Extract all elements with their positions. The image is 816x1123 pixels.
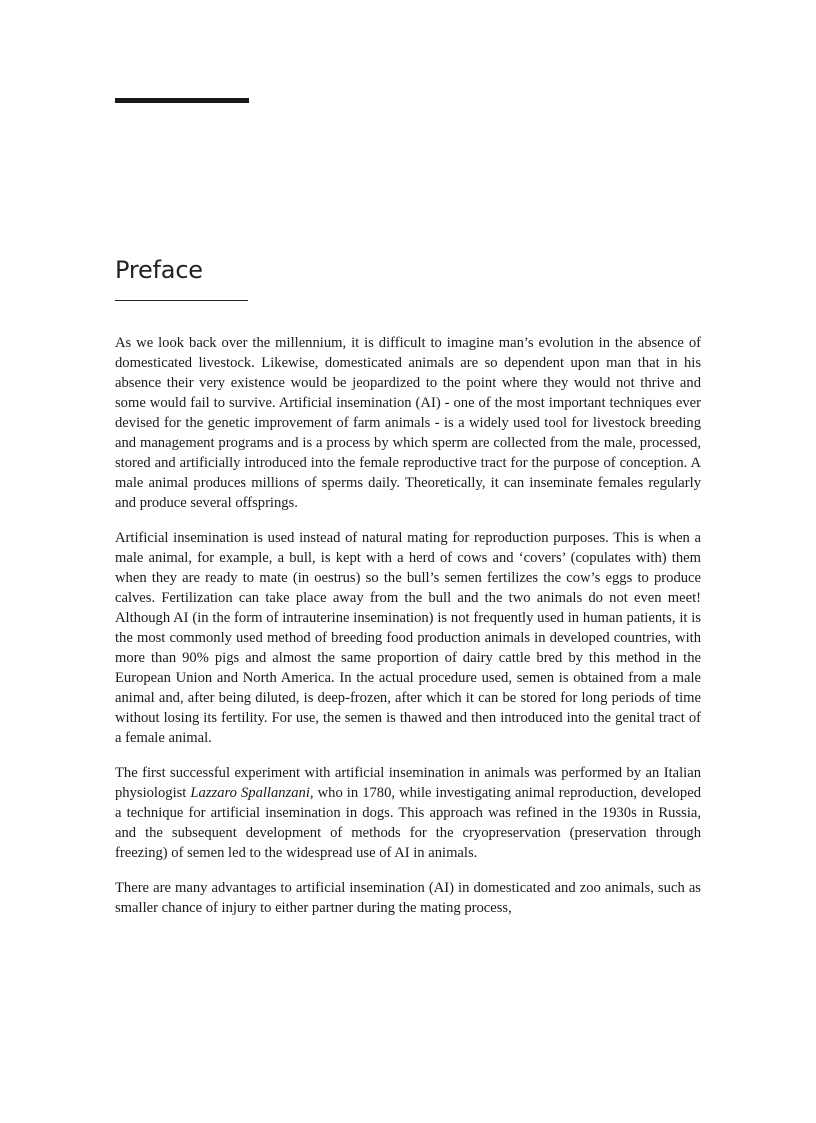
- paragraph-3: [115, 763, 701, 863]
- preface-body: [115, 333, 701, 933]
- paragraph-3-start: The first successful experiment with artificial insemination in animals was performed by an Italian physiologist: [115, 765, 701, 801]
- chapter-top-rule: [115, 98, 249, 103]
- title-underline: [115, 300, 248, 301]
- paragraph-2: Artificial insemination is used instead of natural mating for reproduction purposes. This is when a male animal, for example, a bull, is kept with a herd of cows and ‘covers’ (copulates with) them when they are ready to mate (in oestrus) so the bull’s semen fertilizes the cow’s eggs to produce calves. Fertilization can take place away from the bull and the two animals do not even meet! Although AI (in the form of intrauterine insemination) is not frequently used in human patients, it is the most commonly used method of breeding food production animals in developed countries, with more than 90% pigs and almost the same proportion of dairy cattle bred by this method in the European Union and North America. In the actual procedure used, semen is obtained from a male animal and, after being diluted, is deep-frozen, after which it can be stored for long periods of time without losing its fertility. For use, the semen is thawed and then introduced into the genital tract of a female animal.: [115, 530, 701, 746]
- paragraph-1: As we look back over the millennium, it is difficult to imagine man’s evolution in the absence of domesticated livestock. Likewise, domesticated animals are so dependent upon man that in his absence their very existence would be jeopardized to the point where they would not thrive and some would fail to survive. Artificial insemination (AI) - one of the most important techniques ever devised for the genetic improvement of farm animals - is a widely used tool for livestock breeding and management programs and is a process by which sperm are collected from the male, processed, stored and artificially introduced into the female reproductive tract for the purpose of conception. A male animal produces millions of sperms daily. Theoretically, it can inseminate females regularly and produce several offsprings.: [115, 335, 701, 511]
- paragraph-3-end: , who in 1780, while investigating animal reproduction, developed a technique for artificial insemination in dogs. This approach was refined in the 1930s in Russia, and the subsequent development of methods for the cryopreservation (preservation through freezing) of semen led to the widespread use of AI in animals.: [115, 785, 701, 861]
- scientist-name: Lazzaro Spallanzani: [190, 785, 310, 801]
- paragraph-4: There are many advantages to artificial insemination (AI) in domesticated and zoo animals, such as smaller chance of injury to either partner during the mating process,: [115, 880, 701, 916]
- page-title: Preface: [115, 256, 203, 284]
